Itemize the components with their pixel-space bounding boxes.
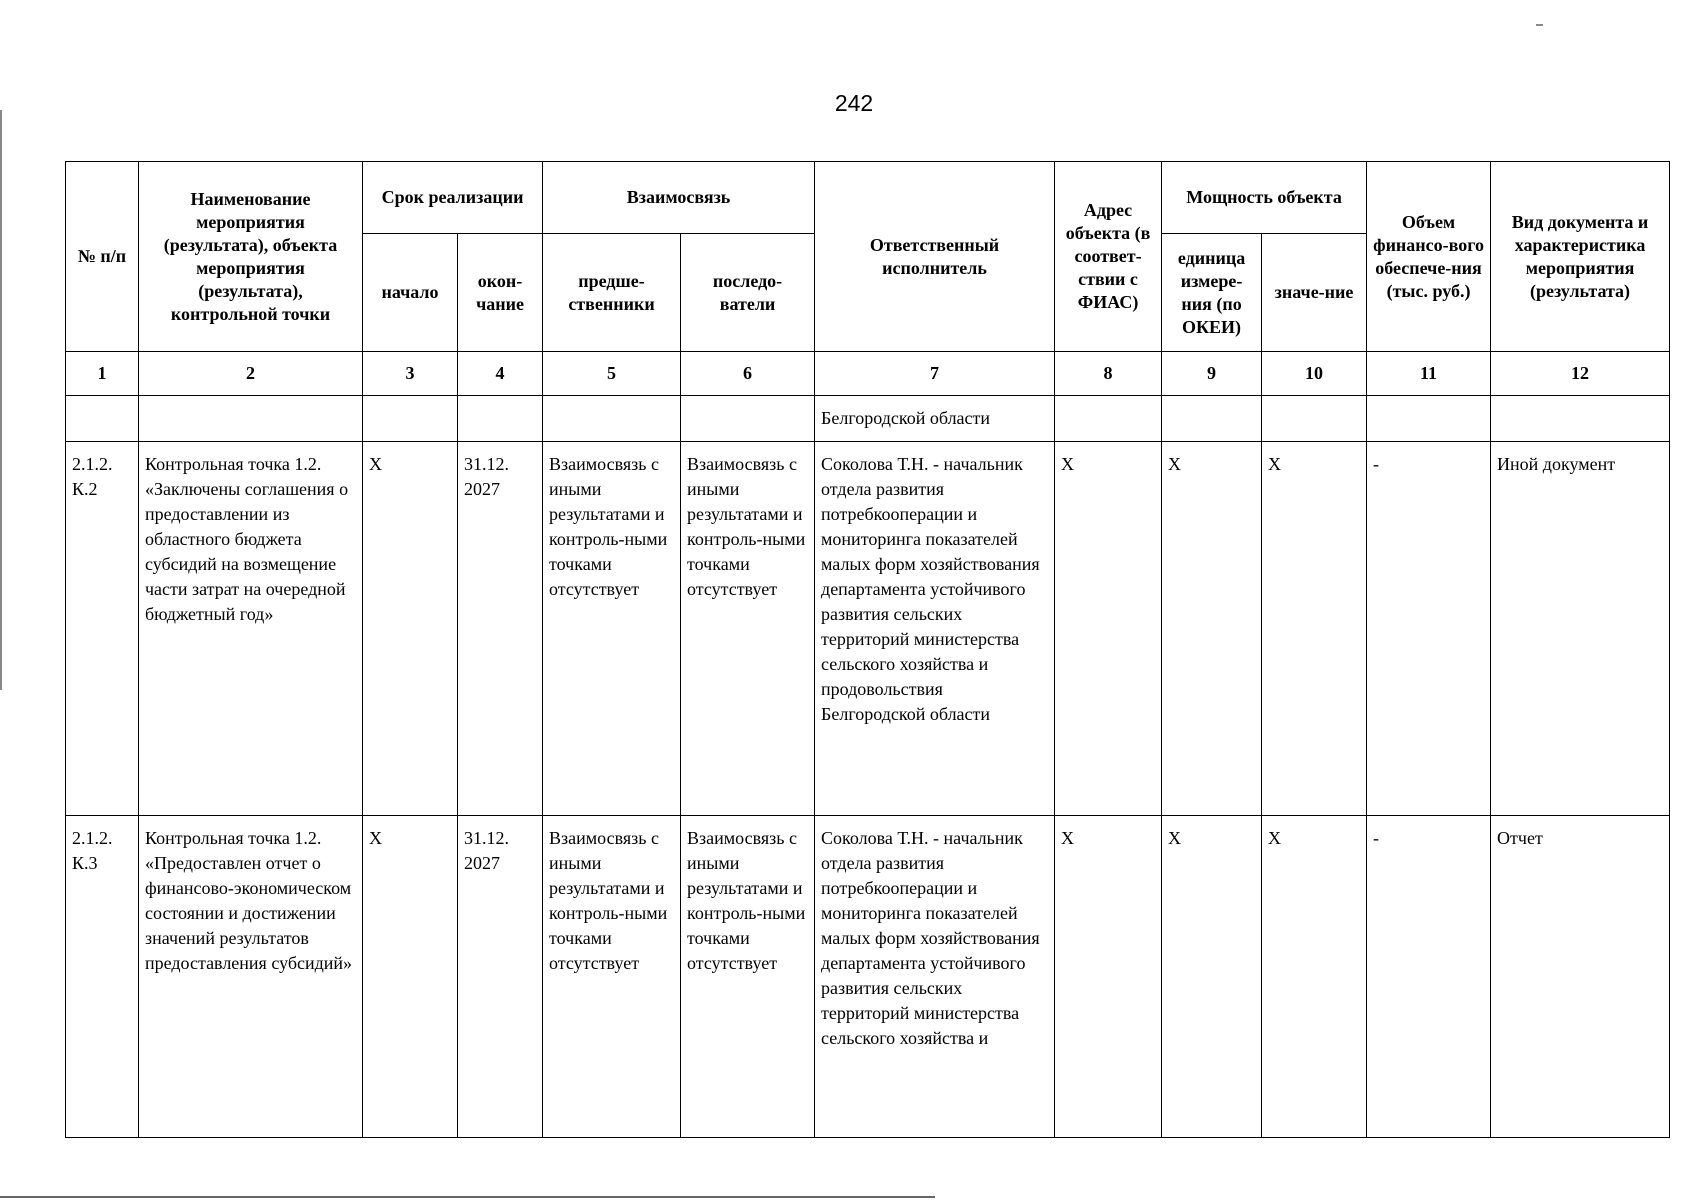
column-number: 11 xyxy=(1367,352,1491,396)
row-next: Взаимосвязь с иными результатами и контроль-ными точками отсутствует xyxy=(681,442,815,816)
carry-over-row xyxy=(66,396,1670,442)
header-num: № п/п xyxy=(66,162,139,352)
row-end: 31.12. 2027 xyxy=(458,442,543,816)
table-row xyxy=(66,442,1670,816)
page-number: 242 xyxy=(834,90,874,116)
header-capacity-value: значе-ние xyxy=(1262,234,1367,352)
column-number: 12 xyxy=(1491,352,1670,396)
row-unit: Х xyxy=(1162,816,1262,1138)
column-number-row xyxy=(66,352,1670,396)
column-number: 5 xyxy=(543,352,681,396)
column-number: 1 xyxy=(66,352,139,396)
row-name: Контрольная точка 1.2. «Заключены соглашения о предоставлении из областного бюджета субсидий на возмещение части затрат на очередной бюджетный год» xyxy=(139,442,363,816)
row-start: Х xyxy=(363,816,458,1138)
header-funding: Объем финансо-вого обеспече-ния (тыс. руб.) xyxy=(1367,162,1491,352)
table-row xyxy=(66,816,1670,1138)
column-number: 3 xyxy=(363,352,458,396)
row-name: Контрольная точка 1.2. «Предоставлен отчет о финансово-экономическом состоянии и достижении значений результатов предоставления субсидий» xyxy=(139,816,363,1138)
row-start: Х xyxy=(363,442,458,816)
header-capacity-unit: единица измере-ния (по ОКЕИ) xyxy=(1162,234,1262,352)
header-doc-type: Вид документа и характеристика мероприятия (результата) xyxy=(1491,162,1670,352)
row-end: 31.12. 2027 xyxy=(458,816,543,1138)
header-relation-next: последо-ватели xyxy=(681,234,815,352)
header-responsible: Ответственный исполнитель xyxy=(815,162,1055,352)
row-num: 2.1.2. К.2 xyxy=(66,442,139,816)
header-period-end: окон-чание xyxy=(458,234,543,352)
column-number: 6 xyxy=(681,352,815,396)
row-responsible: Соколова Т.Н. - начальник отдела развития потребкооперации и мониторинга показателей малых форм хозяйствования департамента устойчивого развития сельских территорий министерства сельского хозяйства и продовольствия Белгородской области xyxy=(815,442,1055,816)
row-address: Х xyxy=(1055,442,1162,816)
row-next: Взаимосвязь с иными результатами и контроль-ными точками отсутствует xyxy=(681,816,815,1138)
column-number: 10 xyxy=(1262,352,1367,396)
scan-edge-mark xyxy=(1536,24,1543,26)
row-value: Х xyxy=(1262,816,1367,1138)
row-responsible: Соколова Т.Н. - начальник отдела развития потребкооперации и мониторинга показателей малых форм хозяйствования департамента устойчивого развития сельских территорий министерства сельского хозяйства и xyxy=(815,816,1055,1138)
row-prev: Взаимосвязь с иными результатами и контроль-ными точками отсутствует xyxy=(543,442,681,816)
row-prev: Взаимосвязь с иными результатами и контроль-ными точками отсутствует xyxy=(543,816,681,1138)
header-capacity: Мощность объекта xyxy=(1162,162,1367,234)
column-number: 7 xyxy=(815,352,1055,396)
row-address: Х xyxy=(1055,816,1162,1138)
carry-over-text: Белгородской области xyxy=(815,396,1055,442)
scan-edge-mark xyxy=(0,110,2,690)
scan-bottom-rule xyxy=(0,1196,935,1198)
header-period-start: начало xyxy=(363,234,458,352)
header-period: Срок реализации xyxy=(363,162,543,234)
header-relation-prev: предше-ственники xyxy=(543,234,681,352)
row-funding: - xyxy=(1367,816,1491,1138)
column-number: 4 xyxy=(458,352,543,396)
column-number: 9 xyxy=(1162,352,1262,396)
column-number: 8 xyxy=(1055,352,1162,396)
header-row-1 xyxy=(66,162,1670,234)
row-doc: Отчет xyxy=(1491,816,1670,1138)
header-relation: Взаимосвязь xyxy=(543,162,815,234)
events-table xyxy=(65,161,1670,1138)
header-name: Наименование мероприятия (результата), объекта мероприятия (результата), контрольной точки xyxy=(139,162,363,352)
row-doc: Иной документ xyxy=(1491,442,1670,816)
row-unit: Х xyxy=(1162,442,1262,816)
row-value: Х xyxy=(1262,442,1367,816)
row-funding: - xyxy=(1367,442,1491,816)
row-num: 2.1.2. К.3 xyxy=(66,816,139,1138)
column-number: 2 xyxy=(139,352,363,396)
header-address: Адрес объекта (в соответ-ствии с ФИАС) xyxy=(1055,162,1162,352)
